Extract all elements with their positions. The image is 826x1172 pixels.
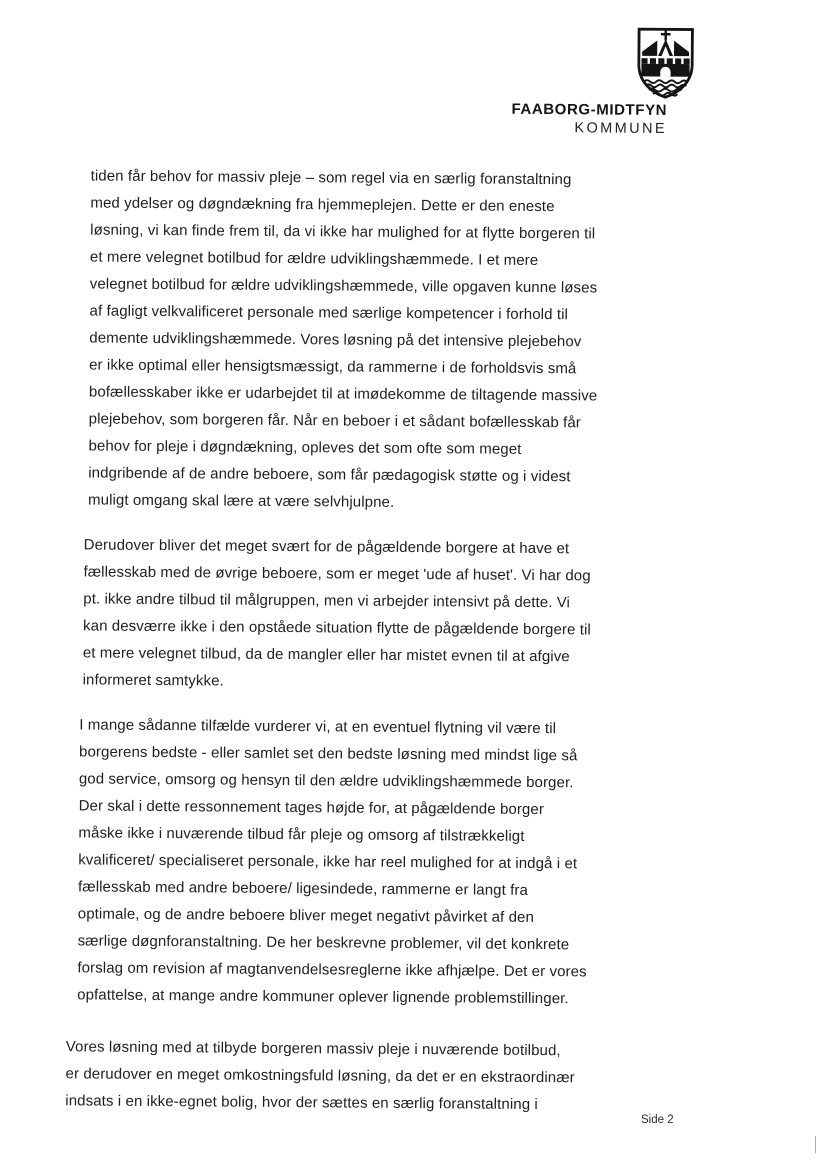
text-line: demente udviklingshæmmede. Vores løsning på det intensive plejebehov xyxy=(89,329,582,351)
text-line: indgribende af de andre beboere, som får pædagogisk støtte og i videst xyxy=(88,464,571,486)
municipality-name: FAABORG-MIDTFYN xyxy=(511,100,668,119)
text-line: Vores løsning med at tilbyde borgeren massiv pleje i nuværende botilbud, xyxy=(65,1038,561,1060)
text-line: fællesskab med andre beboere/ ligesindede, rammerne er langt fra xyxy=(77,878,529,899)
paragraph xyxy=(83,531,741,698)
text-line: tiden får behov for massiv pleje – som regel via en særlig foranstaltning xyxy=(90,167,572,189)
text-line: et mere velegnet tilbud, da de mangler eller har mistet evnen til at afgive xyxy=(82,644,570,666)
scan-artifact-mark xyxy=(815,1136,816,1153)
text-line: Der skal i dette ressonnement tages højde for, at pågældende borger xyxy=(78,797,545,819)
text-line: måske ikke i nuværende tilbud får pleje og omsorg af tilstrækkeligt xyxy=(78,824,525,845)
text-line: behov for pleje i døgndækning, opleves det som ofte som meget xyxy=(88,437,522,458)
text-line: god service, omsorg og hensyn til den ældre udviklingshæmmede borger. xyxy=(78,770,574,792)
paragraph xyxy=(77,711,739,1013)
municipality-subtitle: KOMMUNE xyxy=(574,120,668,137)
text-line: løsning, vi kan finde frem til, da vi ikke har mulighed for at flytte borgeren til xyxy=(90,221,596,243)
text-line: I mange sådanne tilfælde vurderer vi, at en eventuel flytning vil være til xyxy=(79,716,557,738)
text-line: muligt omgang skal lære at være selvhjulpne. xyxy=(87,491,395,511)
text-line: kvalificeret/ specialiseret personale, ikke har reel mulighed for at indgå i et xyxy=(78,851,578,873)
paragraph xyxy=(65,1033,737,1119)
text-line: Derudover bliver det meget svært for de pågældende borgere at have et xyxy=(83,536,570,558)
text-line: af fagligt velkvalificeret personale med særlige kompetencer i forhold til xyxy=(89,302,569,324)
text-line: forslag om revision af magtanvendelsesreglerne ikke afhjælpe. Det er vores xyxy=(77,959,587,981)
text-line: fællesskab med de øvrige beboere, som er meget 'ude af huset'. Vi har dog xyxy=(83,563,591,585)
municipality-wordmark xyxy=(511,101,667,138)
letter-body xyxy=(0,162,744,1120)
text-line: informeret samtykke. xyxy=(82,671,224,690)
paragraph xyxy=(88,162,744,518)
text-line: pt. ikke andre tilbud til målgruppen, men vi arbejder intensivt på dette. Vi xyxy=(83,590,571,612)
text-line: indsats i en ikke-egnet bolig, hvor der sættes en særlig foranstaltning i xyxy=(65,1092,538,1114)
coat-of-arms-icon xyxy=(636,27,695,100)
text-line: særlige døgnforanstaltning. De her beskrevne problemer, vil det konkrete xyxy=(77,932,570,954)
text-line: bofællesskaber ikke er udarbejdet til at imødekomme de tiltagende massive xyxy=(88,383,598,405)
text-line: et mere velegnet botilbud for ældre udviklingshæmmede. I et mere xyxy=(89,248,539,269)
text-line: plejebehov, som borgeren får. Når en beboer i et sådant bofællesskab får xyxy=(88,410,581,432)
text-line: er ikke optimal eller hensigtsmæssigt, da rammerne i de forholdsvis små xyxy=(89,356,577,378)
letterhead xyxy=(0,0,826,137)
text-line: velegnet botilbud for ældre udviklingshæmmede, ville opgaven kunne løses xyxy=(89,275,598,297)
page-number: Side 2 xyxy=(641,1114,674,1126)
text-line: optimale, og de andre beboere bliver meget negativt påvirket af den xyxy=(77,905,535,926)
text-line: med ydelser og døgndækning fra hjemmeplejen. Dette er den eneste xyxy=(90,194,555,216)
text-line: opfattelse, at mange andre kommuner oplever lignende problemstillinger. xyxy=(77,986,569,1008)
text-line: borgerens bedste - eller samlet set den bedste løsning med mindst lige så xyxy=(79,743,578,765)
text-line: er derudover en meget omkostningsfuld løsning, da det er en ekstraordinær xyxy=(65,1065,575,1087)
text-line: kan desværre ikke i den opståede situation flytte de pågældende borgere til xyxy=(83,617,591,639)
